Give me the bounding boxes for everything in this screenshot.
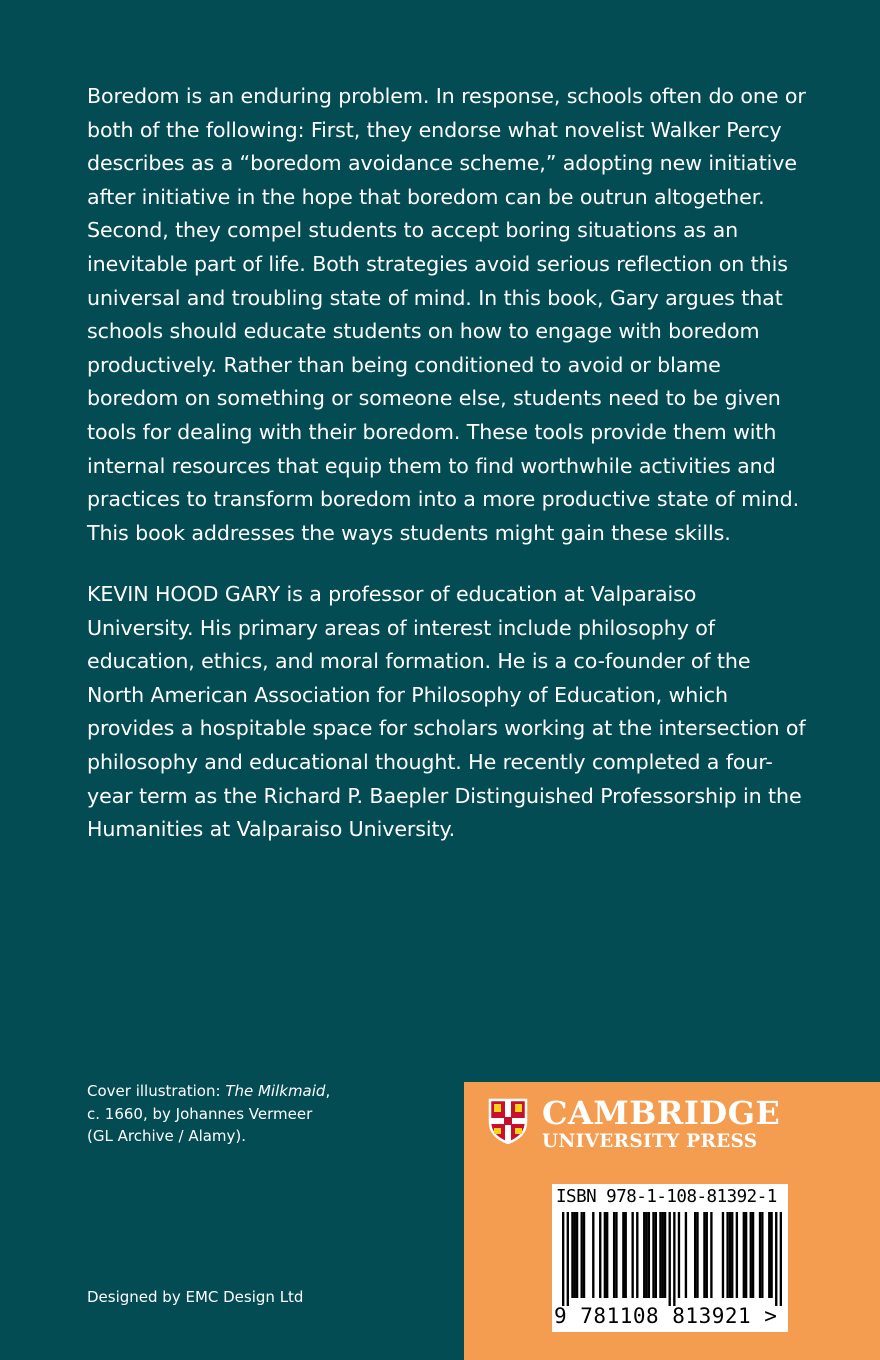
cover-illustration-credit [87,1080,447,1148]
barcode-bar [770,1212,772,1298]
barcode-bar [606,1212,608,1298]
credit-source: (GL Archive / Alamy). [87,1127,247,1145]
barcode-bar [645,1212,647,1298]
barcode-bar [625,1212,627,1298]
barcode-bar [583,1212,585,1298]
barcode-bar [613,1212,615,1298]
back-cover-blurb: Boredom is an enduring problem. In response, schools often do one or both of the following: First, they endorse what novelist Walker Percy describes as a “boredom avoidance scheme,” adopting new initiative after initiative in the hope that boredom can be outrun altogether. Second, they compel students to accept boring situations as an inevitable part of life. Both strategies avoid serious reflection on this universal and troubling state of mind. In this book, Gary argues that schools should educate students on how to engage with boredom productively. Rather than being conditioned to avoid or blame boredom on something or someone else, students need to be given tools for dealing with their boredom. These tools provide them with internal resources that equip them to find worthwhile activities and practices to transform boredom into a more productive state of mind. This book addresses the ways students might gain these skills. [87,84,806,545]
barcode-bar [599,1212,601,1298]
barcode-bar [685,1212,687,1298]
barcode-bar [576,1212,578,1298]
barcode-bar [652,1212,654,1298]
barcode-bar [706,1212,708,1298]
artwork-title: The Milkmaid [225,1082,326,1100]
barcode-bar [678,1212,680,1298]
barcode-bar [761,1212,763,1298]
barcode-bars [562,1212,782,1306]
barcode-bar [592,1212,594,1298]
barcode-bar [694,1212,696,1298]
barcode-bar [696,1212,698,1298]
barcode-bar [729,1212,731,1298]
barcode-bar [636,1212,638,1298]
ean-digits: 9 781108 813921 > [554,1304,778,1328]
barcode-bar [745,1212,747,1298]
barcode-bar [567,1212,569,1306]
credit-prefix: Cover illustration: [87,1082,226,1100]
barcode-bar [622,1212,624,1298]
barcode-bar [581,1212,583,1298]
author-bio [87,578,807,847]
barcode-bar [768,1212,770,1298]
barcode-bar [664,1212,666,1298]
barcode-bar [615,1212,617,1298]
barcode-bar [703,1212,705,1298]
publisher-subname: UNIVERSITY PRESS [542,1131,758,1152]
barcode-bar [710,1212,712,1298]
designer-credit: Designed by EMC Design Ltd [87,1288,304,1306]
publisher-panel [464,1082,880,1360]
barcode-bar [655,1212,657,1298]
barcode-bar [775,1212,777,1306]
isbn-barcode [552,1184,788,1332]
barcode-bar [562,1212,564,1306]
barcode-bar [604,1212,606,1298]
barcode-bar [662,1212,664,1298]
author-bio-text: is a professor of education at Valparaiso University. His primary areas of interest include philosophy of education, ethics, and moral formation. He is a co-founder of the North American Association for Philosophy of Education, which provides a hospitable space for scholars working at the intersection of philosophy and educational thought. He recently completed a four-year term as the Richard P. Baepler Distinguished Professorship in the Humanities at Valparaiso University. [87,582,806,842]
barcode-bar [631,1212,633,1298]
barcode-bar [752,1212,754,1298]
barcode-bar [731,1212,733,1298]
barcode-bar [759,1212,761,1298]
barcode-bar [722,1212,724,1298]
credit-artist: c. 1660, by Johannes Vermeer [87,1104,313,1123]
author-name: KEVIN HOOD GARY [87,582,281,606]
barcode-bar [743,1212,745,1298]
credit-comma: , [325,1082,331,1100]
barcode-bar [726,1212,728,1298]
isbn-label: ISBN 978-1-108-81392-1 [556,1187,777,1207]
barcode-bar [669,1212,671,1306]
publisher-name: CAMBRIDGE [542,1094,781,1132]
barcode-bar [643,1212,645,1298]
barcode-bar [648,1212,650,1298]
barcode-bar [780,1212,782,1306]
barcode-bar [659,1212,661,1298]
barcode-bar [673,1212,675,1306]
barcode-bar [736,1212,738,1298]
barcode-bar [574,1212,576,1298]
barcode-bar [571,1212,573,1298]
cambridge-crest-icon [488,1098,528,1144]
barcode-bar [750,1212,752,1298]
